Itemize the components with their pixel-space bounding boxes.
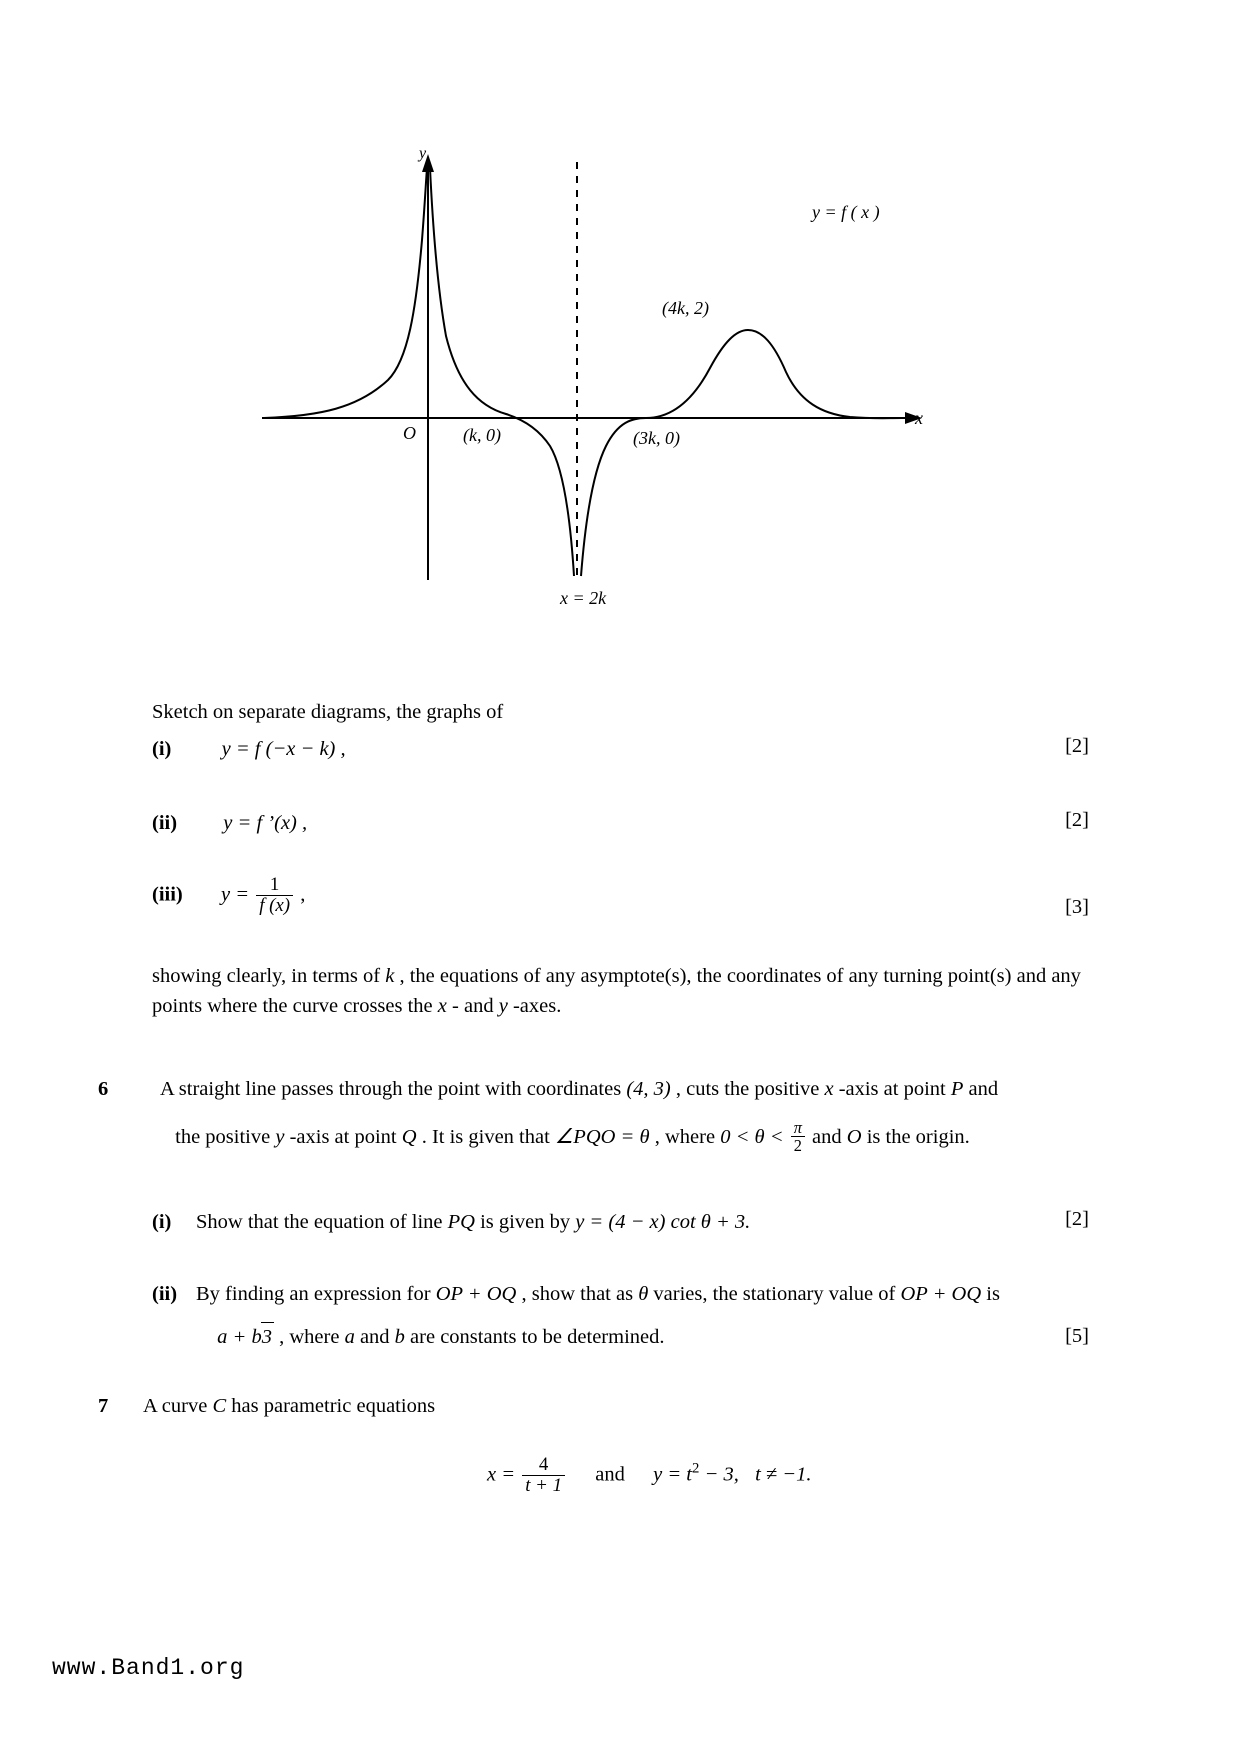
q6-P: P [950, 1078, 964, 1100]
closing-y: y [498, 994, 508, 1017]
question6-part-ii-label: (ii) [152, 1283, 178, 1305]
q6ii-b-var: b [394, 1325, 405, 1348]
q6i-equation: y = (4 − x) cot θ + 3. [575, 1211, 751, 1233]
marks-q6-part-ii: [5] [1065, 1325, 1089, 1347]
q6ii-text-b: , show that as [521, 1283, 634, 1305]
q6ii-line2-c: and [359, 1325, 390, 1348]
q6-x: x [824, 1078, 834, 1100]
fraction-numerator: 1 [269, 874, 280, 895]
question5-part-iii [152, 875, 305, 916]
q6-angle: ∠PQO = θ [554, 1125, 650, 1148]
root-k-label: (k, 0) [463, 425, 501, 445]
part-i-expression: f (−x − k) , [254, 738, 346, 760]
q6-inequality: 0 < θ < [720, 1125, 784, 1148]
part-iii-fraction [256, 875, 293, 916]
q6ii-expr2: OP + OQ [900, 1283, 982, 1305]
q7-eq-y-exponent: 2 [692, 1460, 700, 1477]
q6-line2-b: -axis at point [289, 1125, 397, 1148]
q6-text-d: and [968, 1078, 999, 1100]
q6-text-c: -axis at point [838, 1078, 946, 1100]
q6ii-ab: a + b [217, 1325, 262, 1348]
q6i-pq: PQ [447, 1211, 475, 1233]
q7-eq-y: y = t [653, 1463, 693, 1486]
q6-y: y [275, 1125, 285, 1148]
closing-text-e: -axes. [512, 994, 562, 1017]
q7-frac-den: t + 1 [522, 1475, 565, 1496]
question5-part-ii [152, 809, 307, 839]
q6ii-text-d: is [986, 1283, 1000, 1305]
q6-O: O [846, 1125, 862, 1148]
marks-part-ii: [2] [1065, 809, 1089, 831]
question6-number: 6 [98, 1078, 109, 1100]
part-label-iii: (iii) [152, 883, 183, 906]
q6-line2-d: , where [654, 1125, 716, 1148]
q6-text-a: A straight line passes through the point with coordinates [160, 1078, 622, 1100]
sketch-instruction: Sketch on separate diagrams, the graphs of [152, 701, 504, 723]
y-axis-label: y [419, 145, 427, 162]
fraction-denominator: f (x) [256, 895, 293, 916]
curve-right-branch [581, 330, 902, 576]
q6i-text-b: is given by [480, 1211, 571, 1233]
question7-stem [143, 1392, 435, 1422]
part-ii-prefix: y = [223, 812, 252, 834]
question6-part-i-label: (i) [152, 1211, 172, 1233]
pi-denominator: 2 [791, 1136, 805, 1154]
closing-text-c: and any points where the curve crosses the [152, 965, 1081, 1017]
q7-text-a: A curve [143, 1395, 208, 1417]
q6-line2-f: is the origin. [866, 1125, 970, 1148]
asymptote-label: x = 2k [560, 588, 607, 608]
marks-part-iii: [3] [1065, 896, 1089, 918]
question7-equations [487, 1455, 812, 1496]
q6ii-line2-b: , where [279, 1325, 340, 1348]
part-iii-tail: , [300, 883, 306, 906]
closing-text-b: , the equations of any asymptote(s), the coordinates of any turning point(s) [399, 965, 1012, 987]
q7-and: and [595, 1463, 625, 1486]
q6-pi-over-2 [791, 1119, 805, 1154]
curve-label: y = f ( x ) [812, 202, 880, 222]
question6-part-i [196, 1208, 750, 1238]
closing-k: k [385, 965, 395, 987]
marks-part-i: [2] [1065, 735, 1089, 757]
part-iii-prefix: y = [221, 883, 250, 906]
origin-label: O [403, 423, 416, 443]
graph-figure [250, 140, 990, 630]
q6ii-theta: θ [638, 1283, 649, 1305]
part-label-ii: (ii) [152, 812, 178, 834]
q6ii-sqrt3: 3 [261, 1322, 274, 1353]
q7-text-b: has parametric equations [231, 1395, 436, 1417]
q6-line2-a: the positive [175, 1125, 271, 1148]
question5-closing [152, 962, 1102, 1021]
question6-part-ii [196, 1280, 1106, 1352]
q6ii-line2-d: are constants to be determined. [410, 1325, 665, 1348]
q6-text-b: , cuts the positive [675, 1078, 820, 1100]
q6ii-expr1: OP + OQ [435, 1283, 517, 1305]
q7-curve: C [212, 1395, 227, 1417]
curve-left-branch [264, 168, 427, 418]
x-axis-label: x [915, 408, 923, 428]
closing-x: x [437, 994, 447, 1017]
curve-middle-branch [430, 168, 574, 576]
q6ii-text-c: varies, the stationary value of [653, 1283, 896, 1305]
marks-q6-part-i: [2] [1065, 1208, 1089, 1230]
question7-number: 7 [98, 1395, 109, 1417]
q7-eq-x: x = [487, 1463, 516, 1486]
q6ii-a-var: a [344, 1325, 355, 1348]
part-i-prefix: y = [221, 738, 250, 760]
q6-line2-c: . It is given that [421, 1125, 550, 1148]
q7-frac-num: 4 [538, 1454, 549, 1475]
question6-stem [160, 1075, 1105, 1154]
q6-Q: Q [401, 1125, 417, 1148]
q6i-text-a: Show that the equation of line [196, 1211, 443, 1233]
q6-line2-e: and [812, 1125, 842, 1148]
part-label-i: (i) [152, 738, 172, 760]
footer-watermark: www.Band1.org [52, 1655, 245, 1681]
closing-text-a: showing clearly, in terms of [152, 965, 381, 987]
closing-text-d: - and [452, 994, 494, 1017]
q7-eq-y-tail: − 3, [704, 1463, 739, 1486]
q6-coords: (4, 3) [626, 1078, 671, 1100]
part-ii-expression: f ’(x) , [256, 812, 308, 834]
q7-condition: t ≠ −1. [755, 1463, 812, 1486]
q6ii-text-a: By finding an expression for [196, 1283, 431, 1305]
turning-point-label: (4k, 2) [662, 298, 709, 318]
q7-fraction [522, 1455, 565, 1496]
pi-numerator: π [793, 1117, 802, 1137]
question5-part-i [152, 735, 346, 765]
root-3k-label: (3k, 0) [633, 428, 680, 448]
